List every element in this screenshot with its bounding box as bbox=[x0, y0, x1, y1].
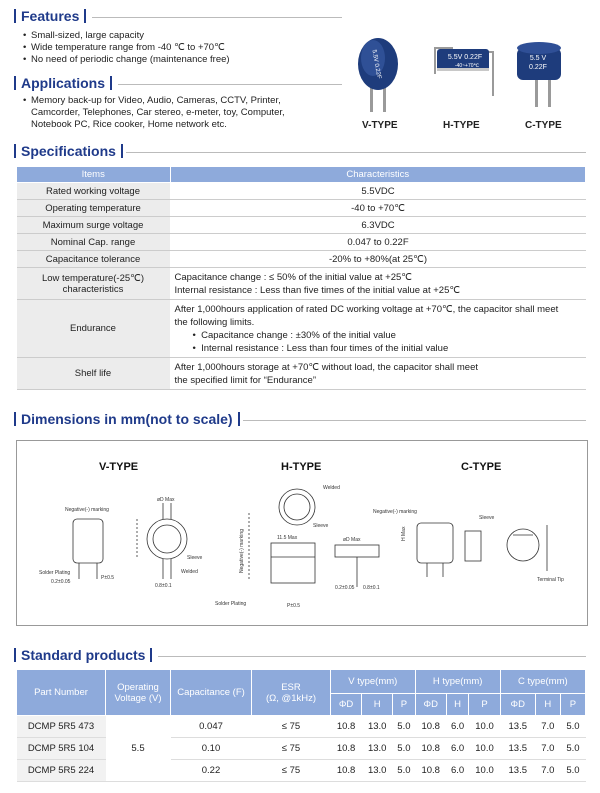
dimensions-heading bbox=[14, 411, 245, 427]
specifications-table bbox=[16, 166, 586, 390]
h-type-label: H-TYPE bbox=[443, 120, 480, 131]
std-dim: 10.0 bbox=[469, 760, 500, 782]
spec-value: 6.3VDC bbox=[170, 217, 586, 234]
spec-value-line: Internal resistance : Less than four times of the initial value bbox=[201, 342, 449, 354]
std-dim: 13.0 bbox=[362, 760, 393, 782]
heading-bar-right bbox=[150, 648, 152, 662]
c-sleeve-label: Sleeve bbox=[479, 515, 495, 521]
std-sub-header: P bbox=[469, 694, 500, 716]
spec-sub-bullet: • Internal resistance : Less than four times of the initial value bbox=[192, 342, 449, 354]
standard-heading bbox=[14, 647, 157, 663]
standard-products-table bbox=[16, 669, 586, 782]
spec-sub-bullet: • Capacitance change : ±30% of the initial value bbox=[192, 329, 396, 341]
spec-key-line: Low temperature(-25℃) bbox=[41, 272, 144, 284]
std-esr: ≤ 75 bbox=[252, 716, 331, 738]
std-sub-header: H bbox=[362, 694, 393, 716]
v-welded-label: Welded bbox=[181, 569, 198, 575]
spec-value-line: Capacitance change : ≤ 50% of the initial value at +25℃ bbox=[174, 271, 412, 283]
v-type-marking: 5.5V 0.22F bbox=[370, 49, 382, 80]
application-line: Camcorder, Telephones, Car stereo, e-meter, toy, Computer, bbox=[31, 107, 285, 118]
std-dim: 5.0 bbox=[560, 760, 585, 782]
c-type-label: C-TYPE bbox=[525, 120, 562, 131]
heading-bar-right bbox=[238, 412, 240, 426]
c-neg-marking-label: Negative(-) marking bbox=[373, 509, 417, 515]
std-dim: 10.8 bbox=[415, 738, 446, 760]
c-type-capacitor-image bbox=[517, 42, 561, 107]
std-capacitance: 0.10 bbox=[171, 738, 252, 760]
spec-value-line: After 1,000hours application of rated DC working voltage at +70℃, the capacitor shall meet bbox=[174, 303, 559, 315]
specifications-rule bbox=[126, 152, 586, 153]
std-sub-header: P bbox=[560, 694, 585, 716]
v-neg-marking-label: Negative(-) marking bbox=[65, 507, 109, 513]
table-row bbox=[17, 268, 586, 300]
std-dim: 10.0 bbox=[469, 716, 500, 738]
specifications-heading bbox=[14, 143, 128, 159]
spec-value-line: After 1,000hours storage at +70℃ without load, the capacitor shall meet bbox=[174, 361, 478, 373]
std-dim: 10.8 bbox=[331, 716, 362, 738]
std-dim: 6.0 bbox=[446, 716, 468, 738]
table-row bbox=[17, 251, 586, 268]
spec-value bbox=[170, 358, 586, 390]
c-type-marking: 5.5 V bbox=[529, 55, 547, 62]
v-type-capacitor-image bbox=[358, 38, 398, 112]
features-list bbox=[22, 30, 342, 66]
table-row bbox=[17, 760, 586, 782]
std-dim: 13.5 bbox=[500, 716, 535, 738]
v-solder-label: Solder Plating bbox=[39, 570, 71, 576]
features-heading bbox=[14, 8, 91, 24]
std-dim: 5.0 bbox=[560, 738, 585, 760]
feature-item: • Small-sized, large capacity bbox=[22, 30, 342, 42]
spec-key: Capacitance tolerance bbox=[17, 251, 171, 268]
spec-value: 0.047 to 0.22F bbox=[170, 234, 586, 251]
spec-value-line: the following limits. bbox=[174, 316, 255, 328]
std-dim: 10.8 bbox=[415, 716, 446, 738]
spec-key: Shelf life bbox=[17, 358, 171, 390]
std-header-capacitance: Capacitance (F) bbox=[171, 670, 252, 716]
header-line: ESR bbox=[281, 681, 301, 693]
h-lead-thickness: 0.2±0.05 bbox=[335, 585, 355, 591]
std-voltage: 5.5 bbox=[106, 716, 171, 782]
features-rule bbox=[92, 17, 342, 18]
spec-key: Endurance bbox=[17, 300, 171, 358]
std-dim: 7.0 bbox=[535, 716, 560, 738]
heading-bar-left bbox=[14, 648, 16, 662]
std-header-part: Part Number bbox=[17, 670, 106, 716]
std-part-number: DCMP 5R5 224 bbox=[17, 760, 106, 782]
dim-title-h: H-TYPE bbox=[281, 461, 322, 473]
applications-rule bbox=[118, 84, 342, 85]
table-row bbox=[17, 738, 586, 760]
spec-value-line: Internal resistance : Less than five times of the initial value at +25℃ bbox=[174, 284, 461, 296]
dim-title-c: C-TYPE bbox=[461, 461, 502, 473]
std-sub-header: H bbox=[535, 694, 560, 716]
header-line: Operating bbox=[117, 681, 159, 693]
std-dim: 5.0 bbox=[560, 716, 585, 738]
table-row bbox=[17, 183, 586, 200]
spec-value: -40 to +70℃ bbox=[170, 200, 586, 217]
std-dim: 7.0 bbox=[535, 738, 560, 760]
heading-bar-left bbox=[14, 76, 16, 90]
std-capacitance: 0.047 bbox=[171, 716, 252, 738]
spec-header-characteristics: Characteristics bbox=[170, 167, 586, 183]
c-type-marking-cap: 0.22F bbox=[529, 64, 547, 71]
table-row bbox=[17, 200, 586, 217]
std-esr: ≤ 75 bbox=[252, 738, 331, 760]
std-part-number: DCMP 5R5 104 bbox=[17, 738, 106, 760]
std-header-esr bbox=[252, 670, 331, 716]
application-line: Memory back-up for Video, Audio, Cameras, CCTV, Printer, bbox=[31, 95, 281, 106]
std-header-row bbox=[17, 670, 586, 694]
spec-value bbox=[170, 268, 586, 300]
std-sub-header: ΦD bbox=[500, 694, 535, 716]
std-dim: 5.0 bbox=[393, 760, 415, 782]
std-header-voltage bbox=[106, 670, 171, 716]
product-images bbox=[345, 22, 595, 122]
h-welded-label: Welded bbox=[323, 485, 340, 491]
h-sleeve-label: Sleeve bbox=[313, 523, 329, 529]
v-lead-thickness: 0.2±0.05 bbox=[51, 579, 71, 585]
std-dim: 10.8 bbox=[415, 760, 446, 782]
std-dim: 13.5 bbox=[500, 738, 535, 760]
heading-bar-right bbox=[110, 76, 112, 90]
std-header-h-type: H type(mm) bbox=[415, 670, 500, 694]
standard-heading-text: Standard products bbox=[21, 647, 146, 663]
h-solder-label: Solder Plating bbox=[215, 601, 247, 607]
c-type-drawing bbox=[417, 523, 547, 577]
h-type-marking-temp: -40~+70℃ bbox=[454, 63, 480, 69]
std-dim: 6.0 bbox=[446, 738, 468, 760]
std-dim: 6.0 bbox=[446, 760, 468, 782]
std-esr: ≤ 75 bbox=[252, 760, 331, 782]
std-dim: 10.0 bbox=[469, 738, 500, 760]
std-header-v-type: V type(mm) bbox=[331, 670, 416, 694]
std-sub-header: P bbox=[393, 694, 415, 716]
spec-value-line: the specified limit for “Endurance” bbox=[174, 374, 317, 386]
applications-heading-text: Applications bbox=[21, 75, 106, 91]
spec-key bbox=[17, 268, 171, 300]
spec-value: -20% to +80%(at 25℃) bbox=[170, 251, 586, 268]
h-neg-marking-label: Negative(-) marking bbox=[239, 529, 245, 573]
spec-key: Rated working voltage bbox=[17, 183, 171, 200]
std-sub-header: H bbox=[446, 694, 468, 716]
std-dim: 5.0 bbox=[393, 738, 415, 760]
h-type-capacitor-image bbox=[435, 48, 493, 96]
application-item bbox=[22, 95, 352, 131]
spec-key: Nominal Cap. range bbox=[17, 234, 171, 251]
header-line: (Ω, @1kHz) bbox=[266, 692, 316, 704]
heading-bar-left bbox=[14, 144, 16, 158]
applications-list bbox=[22, 95, 352, 131]
v-type-label: V-TYPE bbox=[362, 120, 398, 131]
dimensions-rule bbox=[243, 420, 586, 421]
features-heading-text: Features bbox=[21, 8, 80, 24]
dimension-svg bbox=[17, 441, 587, 625]
h-pitch-label: P±0.5 bbox=[287, 603, 301, 609]
v-type-drawing bbox=[73, 503, 187, 579]
dimension-drawings bbox=[16, 440, 588, 626]
h-width-label: 11.5 Max bbox=[277, 535, 298, 541]
spec-value bbox=[170, 300, 586, 358]
std-capacitance: 0.22 bbox=[171, 760, 252, 782]
std-sub-header: ΦD bbox=[331, 694, 362, 716]
v-lead-width: 0.8±0.1 bbox=[155, 583, 172, 589]
std-part-number: DCMP 5R5 473 bbox=[17, 716, 106, 738]
table-row bbox=[17, 217, 586, 234]
std-dim: 13.0 bbox=[362, 738, 393, 760]
std-dim: 13.0 bbox=[362, 716, 393, 738]
standard-rule bbox=[158, 656, 586, 657]
std-sub-header: ΦD bbox=[415, 694, 446, 716]
feature-item: • Wide temperature range from -40 ℃ to +70℃ bbox=[22, 42, 342, 54]
std-header-c-type: C type(mm) bbox=[500, 670, 585, 694]
applications-heading bbox=[14, 75, 117, 91]
spec-key-line: characteristics bbox=[62, 283, 124, 295]
dim-title-v: V-TYPE bbox=[99, 461, 139, 473]
spec-value-line: Capacitance change : ±30% of the initial value bbox=[201, 329, 396, 341]
std-dim: 10.8 bbox=[331, 738, 362, 760]
spec-key: Maximum surge voltage bbox=[17, 217, 171, 234]
specifications-heading-text: Specifications bbox=[21, 143, 116, 159]
application-line: Notebook PC, Rice cooker, Home network etc. bbox=[31, 119, 227, 130]
c-height-label: H Max bbox=[401, 526, 407, 541]
spec-header-items: Items bbox=[17, 167, 171, 183]
heading-bar-right bbox=[121, 144, 123, 158]
std-dim: 7.0 bbox=[535, 760, 560, 782]
table-row bbox=[17, 716, 586, 738]
table-row bbox=[17, 234, 586, 251]
std-dim: 10.8 bbox=[331, 760, 362, 782]
std-dim: 5.0 bbox=[393, 716, 415, 738]
h-lead-width: 0.8±0.1 bbox=[363, 585, 380, 591]
v-diameter-label: øD Max bbox=[157, 497, 175, 503]
table-row bbox=[17, 358, 586, 390]
v-pitch-label: P±0.5 bbox=[101, 575, 115, 581]
dimensions-heading-text: Dimensions in mm(not to scale) bbox=[21, 411, 233, 427]
heading-bar-left bbox=[14, 9, 16, 23]
c-terminal-label: Terminal Tip bbox=[537, 577, 564, 583]
v-sleeve-label: Sleeve bbox=[187, 555, 203, 561]
feature-item: • No need of periodic change (maintenance free) bbox=[22, 54, 342, 66]
std-dim: 13.5 bbox=[500, 760, 535, 782]
spec-key: Operating temperature bbox=[17, 200, 171, 217]
header-line: Voltage (V) bbox=[114, 692, 162, 704]
h-type-marking: 5.5V 0.22F bbox=[447, 54, 483, 61]
table-row bbox=[17, 300, 586, 358]
heading-bar-left bbox=[14, 412, 16, 426]
h-diameter-label: øD Max bbox=[343, 537, 361, 543]
spec-header-row bbox=[17, 167, 586, 183]
heading-bar-right bbox=[84, 9, 86, 23]
spec-value: 5.5VDC bbox=[170, 183, 586, 200]
